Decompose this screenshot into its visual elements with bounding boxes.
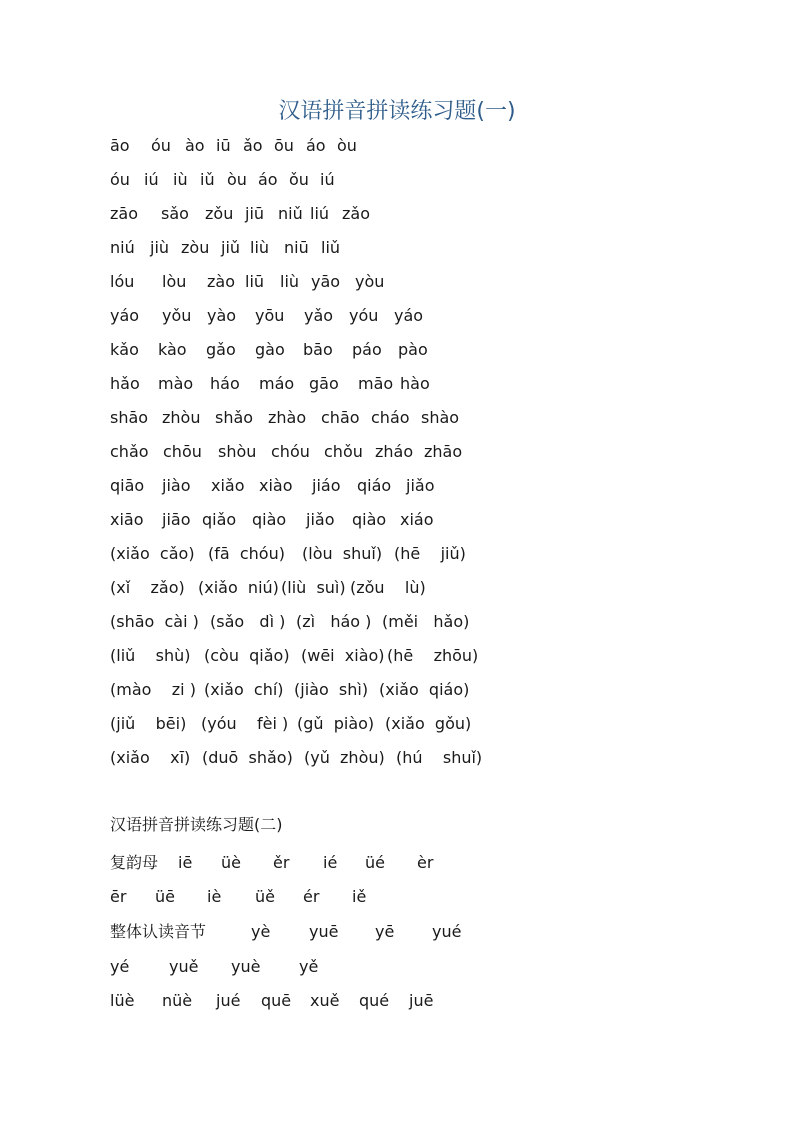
pinyin-word: (jiào shì) (294, 680, 369, 699)
pinyin-syllable: xiào (259, 476, 293, 495)
pinyin-syllable: áo (306, 136, 326, 155)
pinyin-word: (gǔ piào) (297, 714, 375, 733)
pinyin-syllable: hǎo (110, 374, 140, 393)
pinyin-syllable: yuě (169, 957, 199, 976)
pinyin-syllable: yōu (255, 306, 285, 325)
pinyin-syllable: chǎo (110, 442, 149, 461)
pinyin-word: (sǎo dì ) (210, 612, 286, 631)
pinyin-line (110, 989, 433, 1013)
pinyin-syllable: yáo (394, 306, 424, 325)
pinyin-word: (xiǎo niú) (198, 578, 279, 597)
pinyin-syllable: juē (409, 991, 434, 1010)
pinyin-syllable: gǎo (206, 340, 236, 359)
pinyin-syllable: ié (323, 853, 338, 872)
pinyin-syllable: gào (255, 340, 285, 359)
pinyin-syllable: qiáo (357, 476, 392, 495)
pinyin-syllable: jiāo (162, 510, 191, 529)
pinyin-syllable: iě (352, 887, 367, 906)
pinyin-syllable: shòu (218, 442, 257, 461)
pinyin-word: (wēi xiào) (301, 646, 385, 665)
pinyin-syllable: iù (173, 170, 188, 189)
pinyin-line (110, 920, 461, 944)
pinyin-syllable: chǒu (324, 442, 363, 461)
pinyin-syllable: iǔ (200, 170, 215, 189)
pinyin-syllable: èr (417, 853, 434, 872)
pinyin-syllable: yé (110, 957, 130, 976)
pinyin-syllable: bāo (303, 340, 333, 359)
pinyin-word: (liǔ shù) (110, 646, 191, 665)
pinyin-syllable: yāo (311, 272, 341, 291)
word-pairs-line (110, 610, 469, 634)
pinyin-syllable: hào (400, 374, 430, 393)
pinyin-syllable: kào (158, 340, 187, 359)
pinyin-syllable: yáo (110, 306, 140, 325)
pinyin-word: (yǔ zhòu) (304, 748, 385, 767)
pinyin-syllable: ōu (274, 136, 294, 155)
pinyin-syllable: yào (207, 306, 237, 325)
pinyin-syllable: iè (207, 887, 222, 906)
pinyin-syllable: niú (110, 238, 135, 257)
pinyin-word: (xiǎo gǒu) (385, 714, 472, 733)
pinyin-syllable: māo (358, 374, 394, 393)
pinyin-syllable: ěr (273, 853, 290, 872)
pinyin-syllable: òu (337, 136, 357, 155)
pinyin-syllable: nüè (162, 991, 193, 1010)
pinyin-syllable: shào (421, 408, 460, 427)
pinyin-word: (còu qiǎo) (204, 646, 290, 665)
pinyin-syllable: chāo (321, 408, 360, 427)
pinyin-syllable: lóu (110, 272, 135, 291)
pinyin-syllable: ǒu (289, 170, 309, 189)
pinyin-syllable: chōu (163, 442, 202, 461)
pinyin-syllable: üě (255, 887, 275, 906)
pinyin-line (110, 202, 370, 226)
pinyin-line (110, 372, 430, 396)
pinyin-syllable: yǒu (162, 306, 192, 325)
pinyin-line (110, 338, 428, 362)
pinyin-word: (xǐ zǎo) (110, 578, 185, 597)
pinyin-syllable: yòu (355, 272, 385, 291)
pinyin-syllable: yè (251, 922, 271, 941)
pinyin-word: (jiǔ bēi) (110, 714, 187, 733)
pinyin-line (110, 474, 434, 498)
pinyin-syllable: páo (352, 340, 382, 359)
pinyin-syllable: liú (310, 204, 330, 223)
pinyin-syllable: jiáo (312, 476, 341, 495)
pinyin-word: (liù suì) (281, 578, 346, 597)
pinyin-syllable: qiāo (110, 476, 145, 495)
pinyin-syllable: āo (110, 136, 130, 155)
pinyin-line (110, 851, 433, 875)
pinyin-syllable: óu (151, 136, 171, 155)
pinyin-word: (yóu fèi ) (201, 714, 289, 733)
page-title: 汉语拼音拼读练习题(一) (278, 99, 516, 124)
pinyin-word: (xiǎo xī) (110, 748, 191, 767)
pinyin-syllable: zāo (110, 204, 138, 223)
pinyin-word: (xiǎo qiáo) (379, 680, 470, 699)
pinyin-line (110, 440, 462, 464)
pinyin-syllable: xiāo (110, 510, 144, 529)
pinyin-syllable: ào (185, 136, 205, 155)
pinyin-syllable: jué (216, 991, 241, 1010)
pinyin-syllable: liù (280, 272, 300, 291)
pinyin-syllable: jiào (162, 476, 191, 495)
pinyin-line (110, 885, 366, 909)
pinyin-syllable: yué (432, 922, 462, 941)
pinyin-syllable: jiǎo (306, 510, 335, 529)
pinyin-syllable: liǔ (321, 238, 341, 257)
pinyin-syllable: iú (144, 170, 159, 189)
pinyin-syllable: yē (375, 922, 395, 941)
pinyin-syllable: sǎo (161, 204, 189, 223)
pinyin-syllable: xuě (310, 991, 340, 1010)
pinyin-syllable: óu (110, 170, 130, 189)
pinyin-word: (xiǎo chí) (204, 680, 284, 699)
pinyin-word: (zǒu lù) (350, 578, 426, 597)
pinyin-syllable: jiǎo (406, 476, 435, 495)
pinyin-syllable: ēr (110, 887, 127, 906)
pinyin-word: (duō shǎo) (202, 748, 293, 767)
pinyin-syllable: lòu (162, 272, 187, 291)
word-pairs-line (110, 746, 482, 770)
pinyin-syllable: háo (210, 374, 240, 393)
pinyin-syllable: shǎo (215, 408, 254, 427)
pinyin-syllable: niǔ (278, 204, 303, 223)
pinyin-syllable: zǒu (205, 204, 234, 223)
pinyin-syllable: liù (250, 238, 270, 257)
pinyin-word: (lòu shuǐ) (302, 544, 383, 563)
pinyin-syllable: zhòu (162, 408, 201, 427)
pinyin-syllable: zháo (375, 442, 414, 461)
pinyin-syllable: chóu (271, 442, 310, 461)
pinyin-word: (hē jiǔ) (394, 544, 466, 563)
pinyin-syllable: zhào (268, 408, 307, 427)
pinyin-syllable: üē (155, 887, 175, 906)
pinyin-syllable: iū (216, 136, 231, 155)
pinyin-syllable: jiǔ (221, 238, 241, 257)
pinyin-syllable: zào (207, 272, 235, 291)
pinyin-word: (xiǎo cǎo) (110, 544, 195, 563)
pinyin-syllable: qiào (252, 510, 287, 529)
pinyin-syllable: ǎo (243, 136, 263, 155)
section-label: 复韵母 (110, 853, 159, 872)
pinyin-syllable: iú (320, 170, 335, 189)
pinyin-word: (mào zi ) (110, 680, 196, 699)
pinyin-syllable: yuē (309, 922, 339, 941)
section-label: 整体认读音节 (110, 922, 207, 941)
pinyin-syllable: iē (178, 853, 193, 872)
pinyin-word: (fā chóu) (208, 544, 285, 563)
pinyin-syllable: gāo (309, 374, 339, 393)
word-pairs-line (110, 712, 471, 736)
pinyin-line (110, 270, 384, 294)
pinyin-syllable: yǎo (304, 306, 334, 325)
pinyin-line (110, 955, 318, 979)
pinyin-syllable: yuè (231, 957, 261, 976)
pinyin-syllable: yóu (349, 306, 379, 325)
pinyin-word: (hē zhōu) (387, 646, 479, 665)
pinyin-line (110, 134, 357, 158)
section-heading: 汉语拼音拼读练习题(二) (110, 815, 283, 834)
pinyin-syllable: quē (261, 991, 292, 1010)
pinyin-syllable: qiào (352, 510, 387, 529)
pinyin-syllable: üè (221, 853, 241, 872)
pinyin-syllable: pào (398, 340, 428, 359)
pinyin-syllable: mào (158, 374, 194, 393)
pinyin-syllable: ér (303, 887, 320, 906)
pinyin-line (110, 168, 335, 192)
pinyin-word: (zì háo ) (296, 612, 372, 631)
pinyin-line (110, 304, 423, 328)
pinyin-syllable: yě (299, 957, 319, 976)
pinyin-syllable: shāo (110, 408, 149, 427)
word-pairs-line (110, 576, 426, 600)
pinyin-line (110, 236, 340, 260)
pinyin-word: (měi hǎo) (382, 612, 470, 631)
pinyin-syllable: òu (227, 170, 247, 189)
pinyin-word: (shāo cài ) (110, 612, 199, 631)
pinyin-syllable: niū (284, 238, 309, 257)
word-pairs-line (110, 542, 466, 566)
pinyin-syllable: zhāo (424, 442, 463, 461)
pinyin-syllable: qué (359, 991, 390, 1010)
pinyin-syllable: kǎo (110, 340, 139, 359)
pinyin-syllable: jiū (245, 204, 265, 223)
pinyin-line (110, 406, 459, 430)
pinyin-syllable: áo (258, 170, 278, 189)
pinyin-syllable: qiǎo (202, 510, 237, 529)
word-pairs-line (110, 678, 469, 702)
pinyin-syllable: zǎo (342, 204, 370, 223)
pinyin-syllable: xiáo (400, 510, 434, 529)
pinyin-syllable: máo (259, 374, 295, 393)
pinyin-syllable: zòu (181, 238, 210, 257)
word-pairs-line (110, 644, 478, 668)
pinyin-syllable: cháo (371, 408, 410, 427)
pinyin-syllable: xiǎo (211, 476, 245, 495)
pinyin-word: (hú shuǐ) (396, 748, 483, 767)
pinyin-line (110, 508, 434, 532)
pinyin-syllable: liū (245, 272, 265, 291)
pinyin-syllable: jiù (150, 238, 170, 257)
pinyin-syllable: üé (365, 853, 385, 872)
pinyin-syllable: lüè (110, 991, 135, 1010)
